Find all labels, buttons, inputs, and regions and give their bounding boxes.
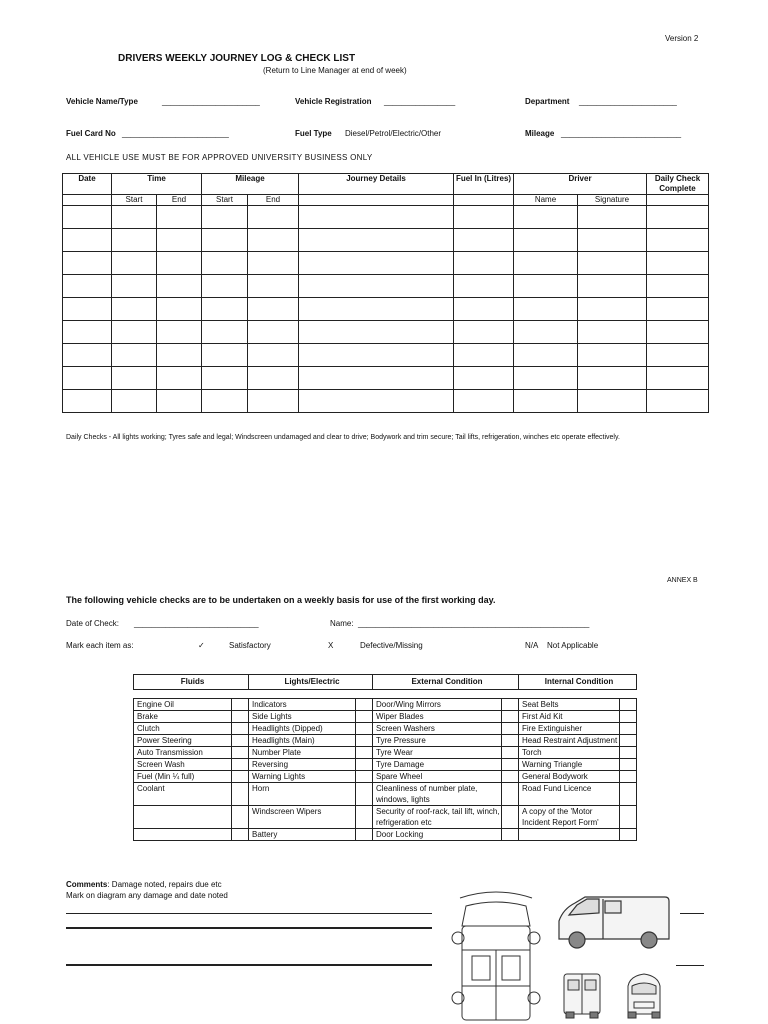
log-cell[interactable] — [202, 390, 248, 413]
check-mark-cell[interactable] — [620, 771, 637, 783]
van-top-view-diagram[interactable] — [444, 886, 548, 1022]
log-cell[interactable] — [112, 229, 157, 252]
check-item-label: Power Steering — [134, 735, 232, 747]
check-item-label: A copy of the 'Motor Incident Report Form' — [519, 806, 620, 829]
check-mark-cell[interactable] — [232, 711, 249, 723]
fuel-type-label: Fuel Type — [295, 129, 332, 138]
header-internal: Internal Condition — [519, 675, 637, 690]
mileage-field[interactable]: ___________________________ — [561, 129, 682, 138]
log-cell[interactable] — [157, 252, 202, 275]
legend-not-applicable: Not Applicable — [547, 641, 599, 650]
check-item-label: Auto Transmission — [134, 747, 232, 759]
check-mark-cell[interactable] — [356, 783, 373, 806]
log-cell[interactable] — [157, 298, 202, 321]
col-mileage: Mileage — [202, 174, 299, 195]
log-cell[interactable] — [248, 229, 299, 252]
log-row — [63, 252, 709, 275]
log-cell[interactable] — [248, 298, 299, 321]
check-item-label: Tyre Wear — [373, 747, 502, 759]
log-cell[interactable] — [299, 344, 454, 367]
header-external: External Condition — [373, 675, 519, 690]
fuel-card-field[interactable]: ________________________ — [122, 129, 229, 138]
sub-time-start: Start — [112, 195, 157, 206]
log-cell[interactable] — [578, 252, 647, 275]
legend-na: N/A — [525, 641, 539, 650]
fuel-type-options[interactable]: Diesel/Petrol/Electric/Other — [345, 129, 442, 138]
page-subtitle: (Return to Line Manager at end of week) — [263, 66, 407, 75]
log-cell[interactable] — [454, 275, 514, 298]
log-cell[interactable] — [112, 252, 157, 275]
check-item-label: Tyre Damage — [373, 759, 502, 771]
log-cell[interactable] — [578, 344, 647, 367]
check-row — [134, 699, 637, 711]
col-date: Date — [63, 174, 112, 195]
check-mark-cell[interactable] — [620, 711, 637, 723]
mark-diagram-note: Mark on diagram any damage and date noted — [66, 891, 228, 900]
check-mark-cell[interactable] — [232, 771, 249, 783]
log-cell[interactable] — [299, 321, 454, 344]
log-cell[interactable] — [157, 229, 202, 252]
check-mark-cell[interactable] — [356, 711, 373, 723]
name-label: Name: — [330, 619, 354, 628]
check-item-label: Torch — [519, 747, 620, 759]
col-journey: Journey Details — [299, 174, 454, 195]
check-item-label: General Bodywork — [519, 771, 620, 783]
log-cell[interactable] — [514, 275, 578, 298]
log-cell[interactable] — [112, 298, 157, 321]
check-item-label: Screen Washers — [373, 723, 502, 735]
log-cell[interactable] — [454, 344, 514, 367]
check-item-label: Seat Belts — [519, 699, 620, 711]
log-cell[interactable] — [63, 344, 112, 367]
log-cell[interactable] — [202, 321, 248, 344]
sub-mileage-start: Start — [202, 195, 248, 206]
log-cell[interactable] — [63, 229, 112, 252]
date-of-check-field[interactable]: ____________________________ — [134, 619, 259, 628]
log-cell[interactable] — [647, 229, 709, 252]
log-cell[interactable] — [299, 275, 454, 298]
check-mark-cell[interactable] — [232, 735, 249, 747]
mileage-label: Mileage — [525, 129, 555, 138]
log-cell[interactable] — [202, 206, 248, 229]
check-item-label: Windscreen Wipers — [249, 806, 356, 829]
log-cell[interactable] — [63, 390, 112, 413]
log-row — [63, 321, 709, 344]
log-cell[interactable] — [454, 229, 514, 252]
check-mark-cell[interactable] — [620, 829, 637, 841]
log-cell[interactable] — [647, 206, 709, 229]
log-cell[interactable] — [578, 206, 647, 229]
check-item-label — [134, 829, 232, 841]
comments-label: Comments — [66, 880, 108, 889]
check-row — [134, 783, 637, 806]
check-item-label: Number Plate — [249, 747, 356, 759]
check-item-label: Warning Lights — [249, 771, 356, 783]
check-item-label — [519, 829, 620, 841]
log-cell[interactable] — [454, 252, 514, 275]
annex-label: ANNEX B — [667, 577, 698, 584]
log-cell[interactable] — [454, 206, 514, 229]
journey-log-table — [62, 173, 709, 413]
check-row — [134, 759, 637, 771]
check-mark-cell[interactable] — [620, 723, 637, 735]
col-daily-check: Daily Check Complete — [647, 174, 709, 195]
check-item-label: First Aid Kit — [519, 711, 620, 723]
check-mark-cell[interactable] — [620, 806, 637, 829]
log-row — [63, 390, 709, 413]
sub-driver-signature: Signature — [578, 195, 647, 206]
check-item-label: Fuel (Min ¼ full) — [134, 771, 232, 783]
log-cell[interactable] — [647, 275, 709, 298]
sub-empty — [454, 195, 514, 206]
check-mark-cell[interactable] — [620, 747, 637, 759]
legend-defective: Defective/Missing — [360, 641, 423, 650]
log-cell[interactable] — [647, 321, 709, 344]
check-mark-cell[interactable] — [232, 783, 249, 806]
check-mark-cell[interactable] — [232, 723, 249, 735]
comments-text: : Damage noted, repairs due etc — [107, 880, 222, 889]
check-item-label: Clutch — [134, 723, 232, 735]
check-mark-cell[interactable] — [620, 699, 637, 711]
log-cell[interactable] — [299, 206, 454, 229]
log-row — [63, 229, 709, 252]
log-cell[interactable] — [112, 367, 157, 390]
check-mark-cell[interactable] — [502, 747, 519, 759]
check-mark-cell[interactable] — [502, 783, 519, 806]
check-item-label: Brake — [134, 711, 232, 723]
log-row — [63, 275, 709, 298]
log-cell[interactable] — [63, 206, 112, 229]
van-side-view-image — [555, 893, 673, 953]
log-cell[interactable] — [647, 367, 709, 390]
log-cell[interactable] — [578, 367, 647, 390]
spacer — [134, 690, 637, 699]
log-cell[interactable] — [454, 390, 514, 413]
log-cell[interactable] — [454, 298, 514, 321]
check-mark-cell[interactable] — [620, 759, 637, 771]
log-row — [63, 206, 709, 229]
log-cell[interactable] — [157, 367, 202, 390]
log-cell[interactable] — [112, 390, 157, 413]
check-item-label: Coolant — [134, 783, 232, 806]
col-fuel: Fuel In (Litres) — [454, 174, 514, 195]
check-mark-cell[interactable] — [356, 759, 373, 771]
log-cell[interactable] — [248, 367, 299, 390]
check-row — [134, 771, 637, 783]
check-row — [134, 806, 637, 829]
log-cell[interactable] — [299, 252, 454, 275]
department-field[interactable]: ______________________ — [579, 97, 677, 106]
check-mark-cell[interactable] — [502, 759, 519, 771]
check-mark-cell[interactable] — [232, 806, 249, 829]
log-cell[interactable] — [454, 367, 514, 390]
log-cell[interactable] — [202, 229, 248, 252]
check-item-label: Door/Wing Mirrors — [373, 699, 502, 711]
page-title: DRIVERS WEEKLY JOURNEY LOG & CHECK LIST — [118, 53, 356, 64]
daily-checks-note: Daily Checks - All lights working; Tyres safe and legal; Windscreen undamaged and clear to drive; Bodywork and trim secure; Tail lifts, refrigeration, winches etc operate effectively. — [66, 434, 620, 441]
check-item-label: Side Lights — [249, 711, 356, 723]
check-item-label: Headlights (Dipped) — [249, 723, 356, 735]
check-row — [134, 735, 637, 747]
log-cell[interactable] — [454, 321, 514, 344]
log-cell[interactable] — [202, 344, 248, 367]
col-driver: Driver — [514, 174, 647, 195]
check-mark-cell[interactable] — [620, 783, 637, 806]
check-mark-cell[interactable] — [502, 829, 519, 841]
log-cell[interactable] — [157, 275, 202, 298]
sub-driver-name: Name — [514, 195, 578, 206]
check-mark-cell[interactable] — [502, 699, 519, 711]
log-cell[interactable] — [514, 298, 578, 321]
check-item-label: Tyre Pressure — [373, 735, 502, 747]
log-cell[interactable] — [514, 321, 578, 344]
sub-time-end: End — [157, 195, 202, 206]
vehicle-reg-label: Vehicle Registration — [295, 97, 372, 106]
log-cell[interactable] — [157, 206, 202, 229]
check-mark-cell[interactable] — [356, 699, 373, 711]
check-mark-cell[interactable] — [232, 747, 249, 759]
header-lights: Lights/Electric — [249, 675, 373, 690]
check-mark-cell[interactable] — [356, 806, 373, 829]
check-item-label: Wiper Blades — [373, 711, 502, 723]
log-cell[interactable] — [299, 229, 454, 252]
comment-line[interactable] — [66, 913, 432, 914]
log-cell[interactable] — [299, 390, 454, 413]
log-cell[interactable] — [63, 367, 112, 390]
log-cell[interactable] — [578, 275, 647, 298]
check-item-label: Battery — [249, 829, 356, 841]
check-mark-cell[interactable] — [232, 699, 249, 711]
log-cell[interactable] — [112, 275, 157, 298]
check-item-label: Security of roof-rack, tail lift, winch, refrigeration etc — [373, 806, 502, 829]
check-item-label: Fire Extinguisher — [519, 723, 620, 735]
log-cell[interactable] — [647, 298, 709, 321]
log-cell[interactable] — [514, 229, 578, 252]
check-item-label: Reversing — [249, 759, 356, 771]
log-row — [63, 367, 709, 390]
log-cell[interactable] — [514, 344, 578, 367]
vehicle-name-label: Vehicle Name/Type — [66, 97, 138, 106]
check-row — [134, 723, 637, 735]
cross-icon: X — [328, 641, 334, 650]
check-row — [134, 711, 637, 723]
department-label: Department — [525, 97, 570, 106]
check-mark-cell[interactable] — [356, 771, 373, 783]
weekly-intro: The following vehicle checks are to be undertaken on a weekly basis for use of the first working day. — [66, 595, 496, 605]
sub-empty — [647, 195, 709, 206]
log-cell[interactable] — [248, 344, 299, 367]
log-cell[interactable] — [514, 206, 578, 229]
comment-line — [680, 913, 704, 914]
log-cell[interactable] — [647, 252, 709, 275]
log-cell[interactable] — [248, 275, 299, 298]
log-cell[interactable] — [647, 344, 709, 367]
check-item-label: Engine Oil — [134, 699, 232, 711]
check-item-label: Indicators — [249, 699, 356, 711]
log-cell[interactable] — [578, 390, 647, 413]
log-cell[interactable] — [514, 390, 578, 413]
check-mark-cell[interactable] — [356, 735, 373, 747]
log-cell[interactable] — [112, 344, 157, 367]
check-mark-cell[interactable] — [232, 759, 249, 771]
log-cell[interactable] — [63, 275, 112, 298]
log-cell[interactable] — [63, 252, 112, 275]
log-cell[interactable] — [157, 344, 202, 367]
log-cell[interactable] — [248, 321, 299, 344]
log-cell[interactable] — [112, 206, 157, 229]
log-cell[interactable] — [578, 321, 647, 344]
log-cell[interactable] — [63, 298, 112, 321]
log-cell[interactable] — [248, 390, 299, 413]
mark-label: Mark each item as: — [66, 641, 134, 650]
log-cell[interactable] — [578, 229, 647, 252]
check-item-label: Cleanliness of number plate, windows, lights — [373, 783, 502, 806]
date-of-check-label: Date of Check: — [66, 619, 119, 628]
check-mark-cell[interactable] — [356, 747, 373, 759]
log-cell[interactable] — [202, 252, 248, 275]
check-row — [134, 829, 637, 841]
sub-mileage-end: End — [248, 195, 299, 206]
vehicle-name-field[interactable]: ______________________ — [162, 97, 260, 106]
log-cell[interactable] — [514, 367, 578, 390]
comment-line[interactable] — [66, 927, 432, 929]
log-cell[interactable] — [248, 206, 299, 229]
check-row — [134, 747, 637, 759]
business-notice: ALL VEHICLE USE MUST BE FOR APPROVED UNIVERSITY BUSINESS ONLY — [66, 153, 373, 162]
check-mark-cell[interactable] — [356, 829, 373, 841]
check-mark-cell[interactable] — [502, 771, 519, 783]
check-item-label: Road Fund Licence — [519, 783, 620, 806]
fuel-card-label: Fuel Card No — [66, 129, 116, 138]
log-cell[interactable] — [112, 321, 157, 344]
tick-icon: ✓ — [198, 641, 205, 650]
log-cell[interactable] — [299, 367, 454, 390]
comment-line[interactable] — [66, 964, 432, 966]
van-rear-view-image — [560, 970, 604, 1020]
name-field[interactable]: ____________________________________________________ — [358, 619, 590, 628]
sub-empty — [299, 195, 454, 206]
check-mark-cell[interactable] — [502, 711, 519, 723]
check-mark-cell[interactable] — [232, 829, 249, 841]
vehicle-check-table — [133, 674, 637, 841]
col-time: Time — [112, 174, 202, 195]
log-row — [63, 344, 709, 367]
check-mark-cell[interactable] — [356, 723, 373, 735]
comment-line — [676, 965, 704, 966]
log-cell[interactable] — [299, 298, 454, 321]
check-item-label: Head Restraint Adjustment — [519, 735, 620, 747]
legend-satisfactory: Satisfactory — [229, 641, 271, 650]
sub-empty — [63, 195, 112, 206]
check-mark-cell[interactable] — [502, 723, 519, 735]
log-cell[interactable] — [202, 367, 248, 390]
log-cell[interactable] — [63, 321, 112, 344]
check-mark-cell[interactable] — [620, 735, 637, 747]
log-cell[interactable] — [578, 298, 647, 321]
check-mark-cell[interactable] — [502, 806, 519, 829]
check-item-label: Door Locking — [373, 829, 502, 841]
log-cell[interactable] — [157, 390, 202, 413]
log-cell[interactable] — [157, 321, 202, 344]
vehicle-reg-field[interactable]: ________________ — [384, 97, 456, 106]
comments — [66, 880, 222, 889]
check-item-label: Spare Wheel — [373, 771, 502, 783]
log-cell[interactable] — [647, 390, 709, 413]
check-mark-cell[interactable] — [502, 735, 519, 747]
check-item-label: Warning Triangle — [519, 759, 620, 771]
version-label: Version 2 — [665, 34, 699, 43]
log-cell[interactable] — [248, 252, 299, 275]
van-front-view-image — [622, 970, 666, 1020]
check-item-label: Horn — [249, 783, 356, 806]
check-item-label — [134, 806, 232, 829]
log-cell[interactable] — [202, 275, 248, 298]
check-item-label: Screen Wash — [134, 759, 232, 771]
check-item-label: Headlights (Main) — [249, 735, 356, 747]
log-cell[interactable] — [202, 298, 248, 321]
log-row — [63, 298, 709, 321]
log-cell[interactable] — [514, 252, 578, 275]
header-fluids: Fluids — [134, 675, 249, 690]
